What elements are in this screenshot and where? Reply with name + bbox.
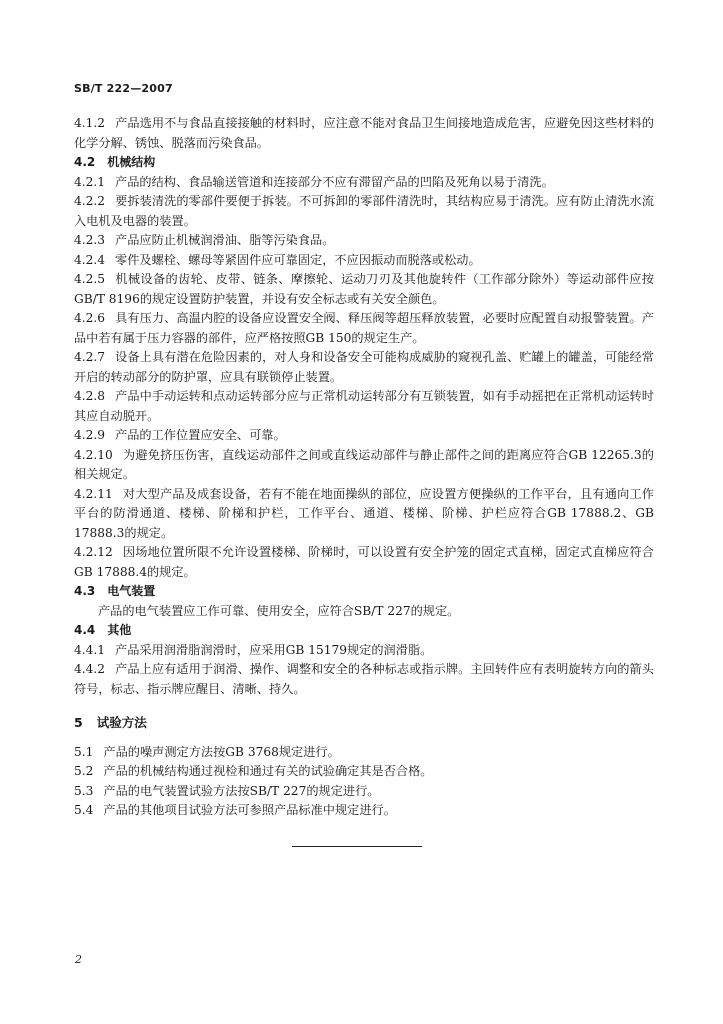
- clause-text: 其他: [107, 623, 132, 637]
- clause-number: 4.4.1: [74, 642, 106, 657]
- clause-text: 机械结构: [107, 155, 156, 169]
- clause-paragraph: [74, 114, 654, 153]
- clause-text: 电气装置: [107, 584, 156, 598]
- clause-number: 4.2: [74, 155, 96, 169]
- clause-paragraph: [74, 801, 654, 821]
- clause-text: 产品的电气装置试验方法按SB/T 227的规定进行。: [103, 783, 380, 798]
- clause-text: 要拆装清洗的零部件要便于拆装。不可拆卸的零部件清洗时，其结构应易于清洗。应有防止清洗水流入电机及电器的装置。: [74, 194, 654, 228]
- clause-number: 4.2.10: [74, 447, 113, 462]
- clause-paragraph: [74, 782, 654, 802]
- clause-text: 产品的工作位置应安全、可靠。: [115, 428, 286, 442]
- clause-number: 4.3: [74, 584, 96, 598]
- clause-text: 产品采用润滑脂润滑时，应采用GB 15179规定的润滑脂。: [115, 642, 433, 657]
- clause-paragraph: [74, 309, 654, 348]
- section-heading: [74, 621, 654, 641]
- clause-number: 4.2.7: [74, 350, 106, 364]
- clause-paragraph: [74, 387, 654, 426]
- clause-paragraph: [74, 762, 654, 782]
- clause-number: 4.2.5: [74, 272, 106, 286]
- clause-text: 因场地位置所限不允许设置楼梯、阶梯时，可以设置有安全护笼的固定式直梯，固定式直梯应符合GB 17888.4的规定。: [74, 545, 654, 579]
- standard-code: SB/T 222—2007: [74, 82, 173, 95]
- clause-number: 4.2.2: [74, 194, 106, 208]
- clause-paragraph: [74, 270, 654, 309]
- clause-number: 4.4.2: [74, 662, 106, 676]
- section-heading: [74, 713, 654, 733]
- clause-text: 产品的其他项目试验方法可参照产品标准中规定进行。: [103, 803, 396, 817]
- clause-paragraph: [74, 485, 654, 544]
- clause-text: 产品的电气装置应工作可靠、使用安全，应符合SB/T 227的规定。: [98, 603, 460, 618]
- clause-text: 设备上具有潜在危险因素的，对人身和设备安全可能构成威胁的窥视孔盖、贮罐上的罐盖，可能经常开启的转动部分的防护罩，应具有联锁停止装置。: [74, 350, 654, 384]
- clause-text: 对大型产品及成套设备，若有不能在地面操纵的部位，应设置方便操纵的工作平台，且有通向工作平台的防滑通道、楼梯、阶梯和护栏，工作平台、通道、楼梯、阶梯、护栏应符合GB 17888.2、GB 17888.3的规定。: [74, 486, 654, 540]
- clause-paragraph: [74, 543, 654, 582]
- clause-paragraph: [74, 231, 654, 251]
- end-rule: [292, 846, 422, 847]
- clause-text: 产品选用不与食品直接接触的材料时，应注意不能对食品卫生间接地造成危害，应避免因这些材料的化学分解、锈蚀、脱落而污染食品。: [74, 116, 654, 150]
- section-heading: [74, 582, 654, 602]
- clause-text: 产品的结构、食品输送管道和连接部分不应有滞留产品的凹陷及死角以易于清洗。: [115, 174, 554, 189]
- clause-paragraph: [74, 173, 654, 193]
- clause-paragraph: [74, 348, 654, 387]
- clause-number: 4.1.2: [74, 116, 106, 130]
- clause-text: 机械设备的齿轮、皮带、链条、摩擦轮、运动刀刃及其他旋转件（工作部分除外）等运动部件应按GB/T 8196的规定设置防护装置，并设有安全标志或有关安全颜色。: [74, 272, 654, 306]
- clause-text: 具有压力、高温内腔的设备应设置安全阀、释压阀等超压释放装置，必要时应配置自动报警装置。产品中若有属于压力容器的部件，应严格按照GB 150的规定生产。: [74, 311, 654, 345]
- clause-number: 5.4: [74, 803, 94, 817]
- section-heading: [74, 153, 654, 173]
- clause-number: 4.2.12: [74, 545, 113, 559]
- clause-paragraph: [74, 641, 654, 661]
- clause-number: 5.3: [74, 783, 94, 798]
- clause-number: 4.2.9: [74, 428, 106, 442]
- clause-number: 4.2.3: [74, 233, 106, 247]
- clause-paragraph: [74, 660, 654, 699]
- clause-paragraph: [74, 192, 654, 231]
- clause-text: 试验方法: [96, 715, 147, 730]
- page-number: 2: [75, 953, 82, 966]
- clause-text: 零件及螺栓、螺母等紧固件应可靠固定，不应因振动而脱落或松动。: [115, 252, 481, 267]
- clause-paragraph: [74, 602, 654, 622]
- clause-text: 产品的噪声测定方法按GB 3768规定进行。: [103, 744, 340, 759]
- clause-text: 产品应防止机械润滑油、脂等污染食品。: [115, 233, 335, 247]
- clause-text: 产品的机械结构通过视检和通过有关的试验确定其是否合格。: [103, 764, 433, 778]
- clause-text: 为避免挤压伤害，直线运动部件之间或直线运动部件与静止部件之间的距离应符合GB 12265.3的相关规定。: [74, 447, 654, 481]
- clause-number: 4.2.8: [74, 389, 106, 403]
- document-body: [74, 114, 654, 821]
- clause-number: 5.1: [74, 744, 94, 759]
- clause-number: 4.4: [74, 623, 96, 637]
- clause-text: 产品上应有适用于润滑、操作、调整和安全的各种标志或指示牌。主回转件应有表明旋转方向的箭头符号，标志、指示牌应醒目、清晰、持久。: [74, 662, 654, 696]
- clause-paragraph: [74, 426, 654, 446]
- clause-number: 4.2.6: [74, 311, 106, 325]
- clause-text: 产品中手动运转和点动运转部分应与正常机动运转部分有互锁装置，如有手动摇把在正常机动运转时其应自动脱开。: [74, 389, 654, 423]
- clause-paragraph: [74, 743, 654, 763]
- clause-paragraph: [74, 251, 654, 271]
- clause-number: 4.2.4: [74, 252, 106, 267]
- clause-number: 4.2.11: [74, 486, 113, 501]
- clause-number: 4.2.1: [74, 174, 106, 189]
- clause-paragraph: [74, 446, 654, 485]
- clause-number: 5: [74, 715, 83, 730]
- clause-number: 5.2: [74, 764, 94, 778]
